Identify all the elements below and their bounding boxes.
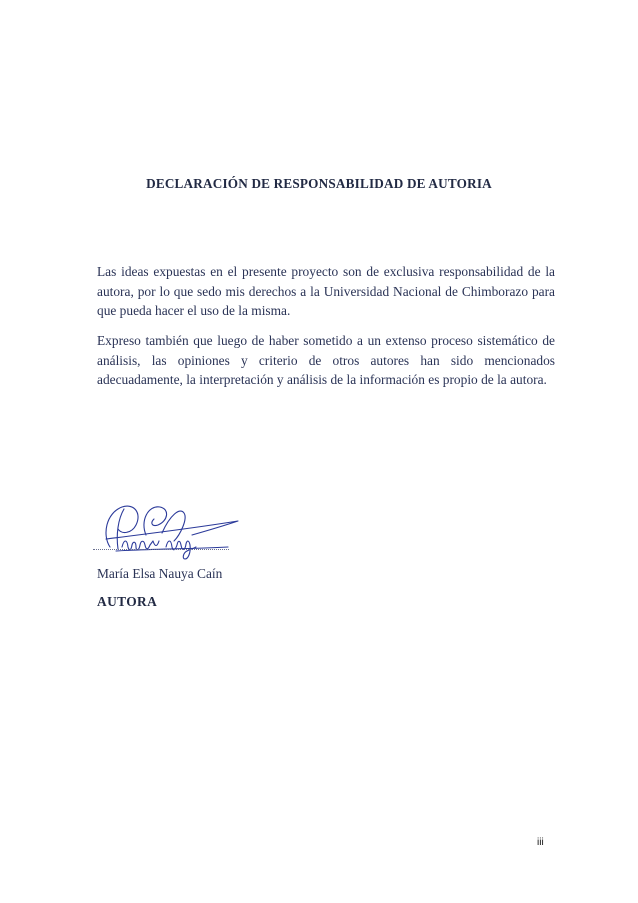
handwritten-signature xyxy=(88,495,248,565)
signature-line xyxy=(93,549,229,550)
paragraph-responsibility: Las ideas expuestas en el presente proyecto son de exclusiva responsabilidad de la autora, por lo que sedo mis derechos a la Universidad Nacional de Chimborazo para que pueda hacer el uso de la misma. xyxy=(97,264,555,319)
page-title: DECLARACIÓN DE RESPONSABILIDAD DE AUTORIA xyxy=(146,176,492,191)
author-name: María Elsa Nauya Caín xyxy=(97,566,223,581)
author-role: AUTORA xyxy=(97,594,158,609)
page-number: iii xyxy=(537,837,544,848)
paragraph-declaration: Expreso también que luego de haber sometido a un extenso proceso sistemático de análisis, las opiniones y criterio de otros autores han sido mencionados adecuadamente, la interpretación y análisis de la información es propio de la autora. xyxy=(97,333,555,388)
